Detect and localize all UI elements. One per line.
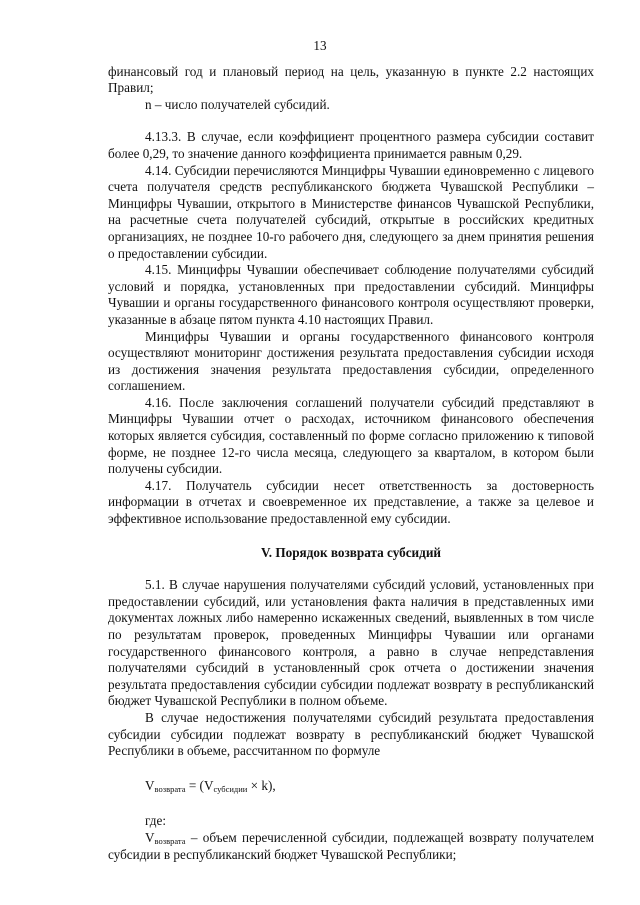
paragraph-4-15: 4.15. Минцифры Чувашии обеспечивает соблюдение получателями субсидий условий и порядка, установленных при предоставлении субсидий. Минцифры Чувашии и органы государственного финансового контроля осуществляют проверки, указанные в абзаце пятом пункта 4.10 настоящих Правил. — [108, 262, 594, 327]
paragraph-v-definition — [108, 830, 594, 863]
paragraph-monitoring: Минцифры Чувашии и органы государственного финансового контроля осуществляют мониторинг достижения результата предоставления субсидии исходя из достижения значения результата предоставления субсидии, определенного соглашением. — [108, 328, 594, 394]
paragraph-continuation: финансовый год и плановый период на цель, указанную в пункте 2.2 настоящих Правил; — [108, 63, 594, 96]
formula — [108, 778, 594, 795]
paragraph-definition-n: n – число получателей субсидий. — [145, 96, 330, 112]
where-label: где: — [145, 813, 166, 829]
formula-tail: × k), — [247, 777, 276, 793]
section-heading: V. Порядок возврата субсидий — [260, 544, 442, 560]
formula-sub-subsidy: субсидии — [213, 783, 248, 794]
paragraph-4-13-3: 4.13.3. В случае, если коэффициент процентного размера субсидии составит более 0,29, то значение данного коэффициента принимается равным 0,29. — [108, 129, 594, 161]
definition-sub: возврата — [154, 835, 186, 846]
paragraph-5-1: 5.1. В случае нарушения получателями субсидий условий, установленных при предоставлении субсидий, или установления факта наличия в представленных ими документах ложных либо намеренно искаженных сведений, выявленных в том числе по результатам проверок, проведенных Минцифры Чувашии или органами государственного финансового контроля, а равно в случае непредставления получателями субсидий в установленный срок отчета о достижении значения результата предоставления субсидии субсидии подлежат возврату в республиканский бюджет Чувашской Республики в полном объеме. — [108, 577, 594, 709]
formula-sub-return: возврата — [154, 783, 186, 794]
formula-equals: = (V — [185, 777, 214, 793]
paragraph-4-17: 4.17. Получатель субсидии несет ответственность за достоверность информации в отчетах и своевременное их представление, а также за целевое и эффективное использование предоставленной ему субсидии. — [108, 477, 594, 527]
paragraph-4-16: 4.16. После заключения соглашений получатели субсидий представляют в Минцифры Чувашии отчет о расходах, источником финансового обеспечения которых является субсидия, составленный по форме согласно приложению к типовой форме, не позднее 12-го числа месяца, следующего за кварталом, в котором были получены субсидии. — [108, 394, 594, 477]
page-number: 13 — [313, 38, 327, 53]
definition-text: – объем перечисленной субсидии, подлежащей возврату получателем субсидии в республиканский бюджет Чувашской Республики; — [108, 829, 594, 862]
formula-v: V — [145, 777, 155, 793]
paragraph-shortfall: В случае недостижения получателями субсидий результата предоставления субсидии субсидии подлежат возврату в республиканский бюджет Чувашской Республики в объеме, рассчитанном по формуле — [108, 709, 594, 759]
paragraph-4-14: 4.14. Субсидии перечисляются Минцифры Чувашии единовременно с лицевого счета получателя средств республиканского бюджета Чувашской Республики – Минцифры Чувашии, открытого в Министерстве финансов Чувашской Республики, на расчетные счета получателей субсидий, открытые в российских кредитных организациях, не позднее 10-го рабочего дня, следующего за днем принятия решения о предоставлении субсидии. — [108, 162, 594, 261]
definition-v: V — [145, 829, 155, 845]
